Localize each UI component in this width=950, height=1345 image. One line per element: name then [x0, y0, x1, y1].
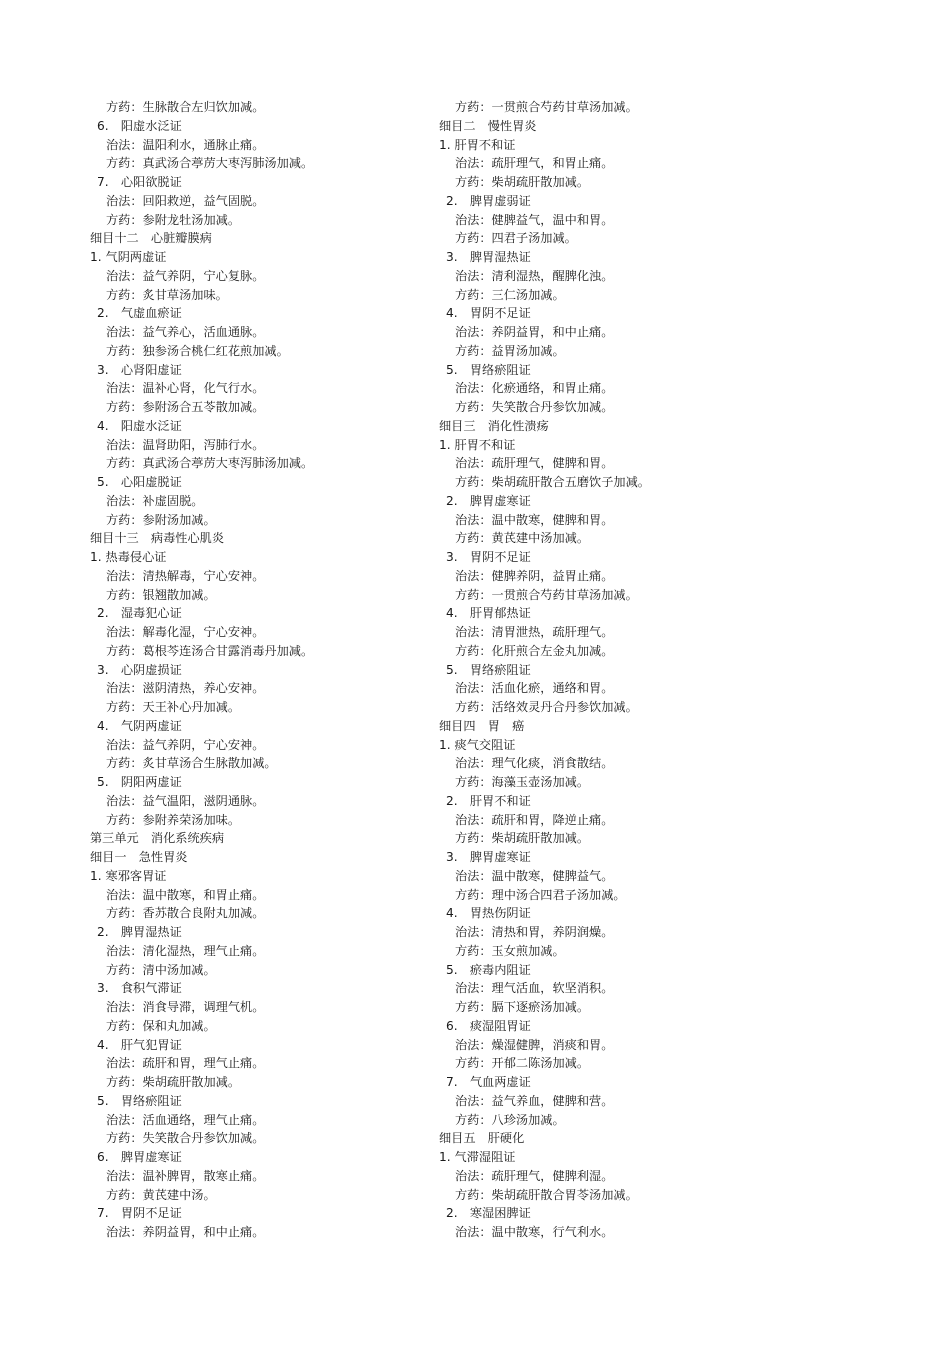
syndrome-heading: 3. 胃阴不足证	[446, 550, 531, 564]
syndrome-heading: 5. 胃络瘀阻证	[97, 1093, 182, 1108]
syndrome-heading: 5. 瘀毒内阻证	[446, 962, 531, 977]
section-heading: 细目十二 心脏瓣膜病	[90, 231, 212, 246]
syndrome-heading: 4. 胃阴不足证	[446, 306, 531, 321]
treatment-line: 方药：香苏散合良附丸加减。	[106, 906, 265, 921]
treatment-line: 治法：温中散寒，和胃止痛。	[106, 887, 265, 902]
treatment-line: 方药：失笑散合丹参饮加减。	[455, 400, 614, 414]
section-heading: 细目三 消化性溃疡	[439, 418, 549, 433]
syndrome-heading: 2. 气虚血瘀证	[97, 306, 182, 321]
syndrome-heading: 2. 湿毒犯心证	[97, 606, 182, 621]
section-heading: 细目四 胃 癌	[439, 718, 525, 733]
syndrome-heading: 2. 寒湿困脾证	[446, 1206, 531, 1221]
treatment-line: 方药：炙甘草汤加味。	[106, 287, 228, 302]
treatment-line: 方药：天王补心丹加减。	[106, 700, 241, 714]
treatment-line: 方药：玉女煎加减。	[455, 943, 565, 958]
treatment-line: 方药：真武汤合葶苈大枣泻肺汤加减。	[106, 156, 314, 171]
treatment-line: 方药：八珍汤加减。	[455, 1112, 565, 1127]
treatment-line: 治法：补虚固脱。	[106, 493, 204, 508]
treatment-line: 方药：失笑散合丹参饮加减。	[106, 1131, 265, 1146]
treatment-line: 方药：生脉散合左归饮加减。	[106, 100, 265, 114]
syndrome-heading: 2. 肝胃不和证	[446, 793, 531, 808]
section-heading: 细目十三 病毒性心肌炎	[90, 531, 225, 546]
treatment-line: 治法：清化湿热，理气止痛。	[106, 943, 265, 958]
treatment-line: 方药：开郁二陈汤加减。	[455, 1056, 590, 1071]
treatment-line: 方药：黄芪建中汤加减。	[455, 531, 590, 546]
treatment-line: 治法：温中散寒，健脾益气。	[455, 868, 614, 883]
treatment-line: 治法：温补脾胃，散寒止痛。	[106, 1168, 265, 1183]
syndrome-heading: 3. 食积气滞证	[97, 981, 182, 996]
treatment-line: 治法：疏肝理气，健脾利湿。	[455, 1168, 614, 1183]
syndrome-heading: 4. 肝气犯胃证	[97, 1037, 182, 1052]
treatment-line: 治法：温肾助阳，泻肺行水。	[106, 437, 265, 452]
treatment-line: 方药：益胃汤加减。	[455, 343, 565, 358]
treatment-line: 方药：参附汤加减。	[106, 512, 216, 527]
treatment-line: 方药：葛根芩连汤合甘露消毒丹加减。	[106, 643, 314, 658]
treatment-line: 方药：三仁汤加减。	[455, 287, 565, 302]
treatment-line: 方药：炙甘草汤合生脉散加减。	[106, 756, 277, 771]
syndrome-heading: 7. 气血两虚证	[446, 1075, 531, 1089]
treatment-line: 方药：银翘散加减。	[106, 587, 216, 602]
treatment-line: 方药：膈下逐瘀汤加减。	[455, 1000, 590, 1014]
treatment-line: 方药：参附汤合五苓散加减。	[106, 400, 265, 414]
treatment-line: 方药：一贯煎合芍药甘草汤加减。	[455, 100, 638, 114]
treatment-line: 方药：柴胡疏肝散加减。	[455, 831, 590, 846]
treatment-line: 方药：理中汤合四君子汤加减。	[455, 887, 626, 902]
syndrome-heading: 7. 心阳欲脱证	[97, 175, 182, 189]
treatment-line: 方药：清中汤加减。	[106, 962, 216, 977]
treatment-line: 治法：清热和胃，养阴润燥。	[455, 925, 614, 939]
treatment-line: 治法：活血化瘀，通络和胃。	[455, 681, 614, 696]
treatment-line: 方药：四君子汤加减。	[455, 231, 577, 246]
syndrome-heading: 4. 肝胃郁热证	[446, 606, 531, 621]
treatment-line: 治法：疏肝和胃，理气止痛。	[106, 1056, 265, 1071]
treatment-line: 治法：益气养阴，宁心复脉。	[106, 268, 265, 283]
syndrome-heading: 1. 气滞湿阻证	[439, 1150, 516, 1164]
treatment-line: 治法：清利湿热，醒脾化浊。	[455, 268, 614, 283]
treatment-line: 治法：益气养心，活血通脉。	[106, 325, 265, 339]
treatment-line: 治法：清胃泄热，疏肝理气。	[455, 625, 614, 639]
treatment-line: 方药：柴胡疏肝散加减。	[455, 175, 590, 189]
treatment-line: 方药：黄芪建中汤。	[106, 1187, 216, 1202]
syndrome-heading: 2. 脾胃虚弱证	[446, 193, 531, 208]
syndrome-heading: 5. 胃络瘀阻证	[446, 662, 531, 677]
treatment-line: 治法：温中散寒，健脾和胃。	[455, 512, 614, 527]
syndrome-heading: 3. 脾胃虚寒证	[446, 850, 531, 864]
section-heading: 细目五 肝硬化	[439, 1131, 525, 1146]
treatment-line: 治法：疏肝和胃，降逆止痛。	[455, 812, 614, 827]
treatment-line: 治法：疏肝理气，和胃止痛。	[455, 156, 614, 171]
syndrome-heading: 3. 心阴虚损证	[97, 662, 182, 677]
section-heading: 第三单元 消化系统疾病	[90, 831, 225, 846]
treatment-line: 治法：化瘀通络，和胃止痛。	[455, 381, 614, 396]
treatment-line: 治法：清热解毒，宁心安神。	[106, 568, 265, 583]
syndrome-heading: 1. 气阴两虚证	[90, 250, 167, 264]
treatment-line: 治法：理气活血，软坚消积。	[455, 981, 614, 996]
treatment-line: 治法：燥湿健脾，消痰和胃。	[455, 1037, 614, 1052]
treatment-line: 治法：回阳救逆，益气固脱。	[106, 193, 265, 208]
treatment-line: 治法：养阴益胃，和中止痛。	[455, 325, 614, 339]
treatment-line: 方药：保和丸加减。	[106, 1018, 216, 1033]
treatment-line: 治法：养阴益胃，和中止痛。	[106, 1225, 265, 1239]
treatment-line: 方药：参附龙牡汤加减。	[106, 212, 241, 227]
syndrome-heading: 1. 肝胃不和证	[439, 437, 516, 452]
treatment-line: 治法：健脾养阴，益胃止痛。	[455, 568, 614, 583]
treatment-line: 方药：柴胡疏肝散合五磨饮子加减。	[455, 475, 650, 489]
treatment-line: 治法：活血通络，理气止痛。	[106, 1112, 265, 1127]
syndrome-heading: 2. 脾胃虚寒证	[446, 493, 531, 508]
treatment-line: 治法：解毒化湿，宁心安神。	[106, 625, 265, 639]
treatment-line: 治法：益气养阴，宁心安神。	[106, 737, 265, 752]
treatment-line: 方药：海藻玉壶汤加减。	[455, 775, 590, 789]
treatment-line: 方药：参附养荣汤加味。	[106, 812, 241, 827]
section-heading: 细目一 急性胃炎	[90, 850, 188, 864]
syndrome-heading: 2. 脾胃湿热证	[97, 925, 182, 939]
left-column	[90, 98, 490, 1242]
treatment-line: 方药：活络效灵丹合丹参饮加减。	[455, 700, 638, 714]
syndrome-heading: 3. 心肾阳虚证	[97, 362, 182, 377]
syndrome-heading: 1. 热毒侵心证	[90, 550, 167, 564]
right-column	[439, 98, 839, 1242]
treatment-line: 治法：温补心肾，化气行水。	[106, 381, 265, 396]
section-heading: 细目二 慢性胃炎	[439, 118, 537, 133]
treatment-line: 治法：消食导滞，调理气机。	[106, 1000, 265, 1014]
syndrome-heading: 4. 阳虚水泛证	[97, 418, 182, 433]
treatment-line: 方药：柴胡疏肝散合胃苓汤加减。	[455, 1187, 638, 1202]
syndrome-heading: 1. 寒邪客胃证	[90, 868, 167, 883]
syndrome-heading: 5. 阴阳两虚证	[97, 775, 182, 789]
treatment-line: 治法：滋阴清热，养心安神。	[106, 681, 265, 696]
syndrome-heading: 5. 胃络瘀阻证	[446, 362, 531, 377]
treatment-line: 治法：益气养血，健脾和营。	[455, 1093, 614, 1108]
treatment-line: 方药：独参汤合桃仁红花煎加减。	[106, 343, 289, 358]
syndrome-heading: 3. 脾胃湿热证	[446, 250, 531, 264]
syndrome-heading: 5. 心阳虚脱证	[97, 475, 182, 489]
treatment-line: 治法：温中散寒，行气利水。	[455, 1225, 614, 1239]
treatment-line: 治法：疏肝理气，健脾和胃。	[455, 456, 614, 471]
treatment-line: 方药：化肝煎合左金丸加减。	[455, 643, 614, 658]
treatment-line: 治法：健脾益气，温中和胃。	[455, 212, 614, 227]
syndrome-heading: 7. 胃阴不足证	[97, 1206, 182, 1221]
syndrome-heading: 6. 脾胃虚寒证	[97, 1150, 182, 1164]
syndrome-heading: 6. 痰湿阻胃证	[446, 1018, 531, 1033]
syndrome-heading: 6. 阳虚水泛证	[97, 118, 182, 133]
treatment-line: 方药：一贯煎合芍药甘草汤加减。	[455, 587, 638, 602]
syndrome-heading: 1. 痰气交阻证	[439, 737, 516, 752]
treatment-line: 治法：温阳利水，通脉止痛。	[106, 137, 265, 152]
syndrome-heading: 4. 胃热伤阴证	[446, 906, 531, 921]
treatment-line: 方药：柴胡疏肝散加减。	[106, 1075, 241, 1089]
syndrome-heading: 1. 肝胃不和证	[439, 137, 516, 152]
syndrome-heading: 4. 气阴两虚证	[97, 718, 182, 733]
treatment-line: 治法：理气化痰，消食散结。	[455, 756, 614, 771]
treatment-line: 治法：益气温阳，滋阴通脉。	[106, 793, 265, 808]
treatment-line: 方药：真武汤合葶苈大枣泻肺汤加减。	[106, 456, 314, 471]
